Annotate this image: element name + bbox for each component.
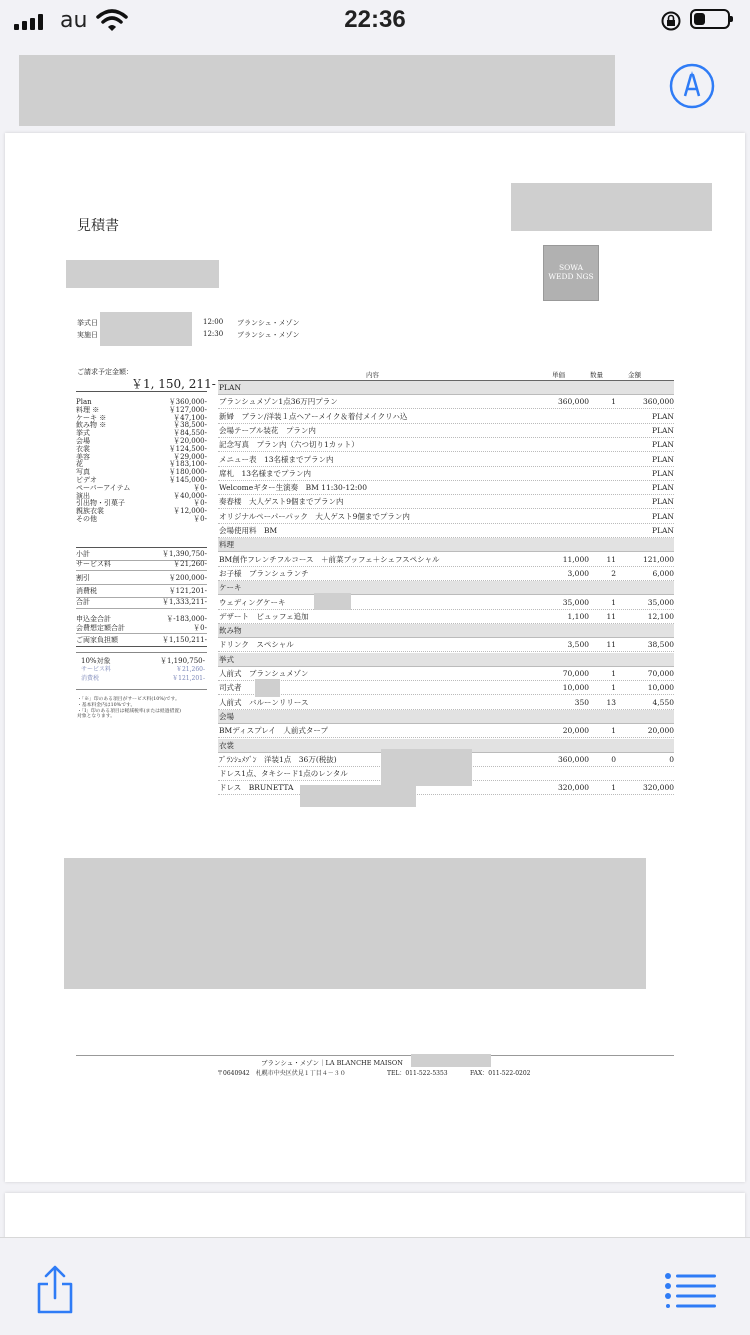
- row-label: 会場: [76, 437, 90, 445]
- redacted-remarks: [64, 858, 646, 989]
- item-desc: ﾌﾞﾗﾝｼｭﾒｿﾞﾝ 洋装1点 36万(税抜): [219, 754, 337, 764]
- summary-row: [76, 560, 207, 568]
- detail-row: [218, 510, 674, 524]
- item-desc: Welcomeギター生演奏 BM 11:30-12:00: [219, 483, 367, 493]
- row-label: 花: [76, 460, 83, 469]
- item-amount: PLAN: [651, 440, 674, 450]
- item-amount: 12,100: [647, 611, 674, 621]
- item-amount: PLAN: [651, 483, 674, 493]
- detail-row: [218, 424, 674, 438]
- item-desc: 挙式: [219, 654, 234, 664]
- row-value: ￥1,190,750-: [160, 657, 205, 665]
- summary-row: [76, 453, 207, 461]
- battery-icon: [690, 9, 730, 29]
- item-amount: 35,000: [647, 597, 674, 607]
- row-value: ￥127,000-: [168, 405, 207, 414]
- row-value: ￥0-: [193, 515, 207, 523]
- detail-row: [218, 724, 674, 738]
- request-amount-total: ￥1, 150, 211-: [131, 377, 216, 391]
- item-amount: PLAN: [651, 425, 674, 435]
- row-value: ￥38,500-: [173, 421, 207, 430]
- summary-row: [76, 398, 207, 406]
- item-amount: 38,500: [647, 640, 674, 650]
- item-qty: 11: [606, 554, 616, 564]
- item-amount: 6,000: [652, 568, 674, 578]
- row-value: ￥121,201-: [168, 587, 207, 595]
- item-price: 3,000: [567, 568, 589, 578]
- detail-row: [218, 667, 674, 681]
- event-venue: ブランシュ・メゾン: [237, 331, 300, 339]
- section-header: [218, 581, 674, 595]
- item-desc: オリジナルペーパーパック 大人ゲスト9個までプラン内: [219, 511, 410, 521]
- item-desc: ケーキ: [219, 583, 242, 593]
- item-price: 20,000: [562, 726, 589, 736]
- document-title-redacted[interactable]: [19, 55, 615, 126]
- item-desc: 奏春楼 大人ゲスト9個までプラン内: [219, 497, 344, 507]
- summary-row: [76, 515, 207, 523]
- row-value: ￥0-: [193, 483, 207, 492]
- rotation-lock-icon: [660, 10, 682, 32]
- item-amount: PLAN: [651, 468, 674, 478]
- summary-row: [76, 507, 207, 515]
- item-desc: 新婦 ブラン/洋装１点ヘアーメイク＆着付メイクリハ込: [219, 411, 408, 421]
- row-value: ￥1,390,750-: [162, 550, 207, 558]
- item-qty: 13: [606, 697, 616, 707]
- item-desc: お子様 ブランシュランチ: [219, 568, 309, 578]
- item-desc: ブランシュメゾン1点36万円プラン: [219, 397, 338, 407]
- ceremony-venue: ブランシュ・メゾン: [237, 319, 300, 327]
- clock: 22:36: [344, 6, 406, 33]
- battery-level-fill: [694, 13, 705, 25]
- item-desc: 人前式 バルーンリリース: [219, 697, 309, 707]
- row-value: ￥0-: [193, 499, 207, 508]
- row-label: ご両家負担額: [76, 636, 118, 644]
- detail-row: [218, 495, 674, 509]
- summary-row: [76, 437, 207, 445]
- row-label: その他: [76, 515, 97, 523]
- item-amount: 121,000: [642, 554, 674, 564]
- row-value: ￥0-: [193, 624, 207, 632]
- venue-logo: SOWA WEDD NGS: [543, 245, 599, 301]
- item-qty: 1: [611, 397, 616, 407]
- item-qty: 1: [611, 783, 616, 793]
- row-value: ￥12,000-: [173, 507, 207, 516]
- item-desc: 衣裳: [219, 740, 234, 750]
- item-desc: PLAN: [219, 383, 242, 392]
- row-label: Plan: [76, 398, 92, 406]
- row-value: ￥21,260-: [173, 560, 207, 568]
- summary-row: [76, 624, 207, 632]
- footer-fax: FAX：011-522-0202: [470, 1070, 531, 1077]
- item-desc: 席札 13名様までプラン内: [219, 468, 312, 478]
- item-qty: 11: [606, 640, 616, 650]
- row-value: ￥84,550-: [173, 429, 207, 438]
- redacted-block: [100, 312, 192, 346]
- summary-row: [76, 574, 207, 582]
- item-desc: 司式者: [219, 683, 242, 693]
- row-value: ￥-183,000-: [166, 615, 207, 623]
- item-amount: 360,000: [642, 397, 674, 407]
- item-qty: 11: [606, 611, 616, 621]
- row-label: 演出: [76, 491, 90, 500]
- item-qty: 2: [611, 568, 616, 578]
- item-amount: PLAN: [651, 454, 674, 464]
- detail-row: [218, 681, 674, 695]
- request-amount-label: ご請求予定金額：: [77, 368, 133, 376]
- row-label: ケーキ ※: [76, 413, 107, 422]
- row-value: ￥360,000-: [168, 398, 207, 406]
- row-value: ￥180,000-: [168, 468, 207, 477]
- row-label: 小計: [76, 550, 90, 558]
- row-label: ペーパーアイテム: [76, 483, 131, 492]
- header-desc: 内容: [366, 371, 379, 379]
- section-header: [218, 538, 674, 552]
- item-desc: ドレス1点、タキシード1点のレンタル: [219, 769, 348, 779]
- summary-row: [76, 615, 207, 623]
- item-desc: メニュー表 13名様までプラン内: [219, 454, 334, 464]
- redacted-block: [314, 593, 351, 610]
- item-qty: 1: [611, 683, 616, 693]
- footer-tel: TEL：011-522-5353: [387, 1070, 448, 1077]
- item-amount: 10,000: [647, 683, 674, 693]
- item-amount: 320,000: [642, 783, 674, 793]
- detail-table-header: [218, 369, 674, 381]
- row-value: ￥20,000-: [173, 437, 207, 445]
- item-amount: 70,000: [647, 669, 674, 678]
- item-desc: デザート ビュッフェ追加: [219, 611, 309, 621]
- row-label: ビデオ: [76, 476, 97, 484]
- summary-row: [76, 484, 207, 492]
- item-price: 1,100: [567, 611, 589, 621]
- row-label: 割引: [76, 574, 90, 582]
- row-value: ￥121,201-: [172, 675, 205, 682]
- row-label: サービス料: [81, 666, 112, 673]
- event-date-label: 実施日: [77, 331, 98, 339]
- divider: [76, 391, 207, 392]
- row-label: 美容: [76, 452, 90, 461]
- divider: [76, 633, 207, 634]
- row-label: 料理 ※: [76, 405, 100, 414]
- header-qty: 数量: [590, 371, 603, 379]
- detail-row: [218, 553, 674, 567]
- row-label: 会費想定額合計: [76, 624, 125, 632]
- row-label: サービス料: [76, 560, 111, 568]
- detail-row: [218, 467, 674, 481]
- item-price: 360,000: [557, 754, 589, 764]
- detail-row: [218, 610, 674, 624]
- row-value: ￥200,000-: [168, 574, 207, 582]
- summary-row: [81, 657, 205, 665]
- header-price: 単価: [552, 371, 565, 379]
- item-desc: 飲み物: [219, 626, 242, 636]
- item-desc: BM創作フレンチフルコース ＋前菜ブッフェ＋シェフスペシャル: [219, 554, 440, 564]
- summary-row: [76, 468, 207, 476]
- item-amount: 0: [669, 754, 674, 764]
- footer-address: 〒0640942 札幌市中央区伏見１丁目４－３０: [217, 1070, 346, 1077]
- row-label: 挙式: [76, 429, 90, 438]
- item-price: 10,000: [562, 683, 589, 693]
- item-price: 70,000: [562, 669, 589, 678]
- footer-divider: [76, 1055, 674, 1056]
- row-label: 合計: [76, 598, 90, 606]
- redacted-block: [66, 260, 219, 288]
- bottom-toolbar: [0, 1237, 750, 1335]
- summary-row: [76, 598, 207, 606]
- row-label: 消費税: [76, 587, 97, 595]
- item-qty: 0: [611, 754, 616, 764]
- summary-row: [76, 550, 207, 558]
- row-label: 写真: [76, 468, 90, 477]
- row-value: ￥183,100-: [168, 460, 207, 469]
- detail-row: [218, 410, 674, 424]
- section-header: [218, 710, 674, 724]
- item-desc: BMディスプレイ 人前式タープ: [219, 726, 329, 736]
- section-header: [218, 624, 674, 638]
- event-time: 12:30: [203, 330, 224, 338]
- detail-row: [218, 567, 674, 581]
- row-value: ￥124,500-: [168, 444, 207, 453]
- detail-row: [218, 453, 674, 467]
- detail-row: [218, 481, 674, 495]
- item-amount: PLAN: [651, 526, 674, 535]
- summary-row: [81, 675, 205, 683]
- status-bar: [0, 0, 750, 44]
- row-label: 衣裳: [76, 444, 90, 453]
- redacted-block: [411, 1054, 491, 1067]
- row-value: ￥47,100-: [173, 413, 207, 422]
- row-value: ￥40,000-: [173, 491, 207, 500]
- item-desc: 会場使用料 BM: [219, 526, 278, 535]
- item-desc: 会場: [219, 711, 234, 721]
- row-value: ￥1,150,211-: [162, 636, 207, 644]
- row-value: ￥1,333,211-: [162, 598, 207, 606]
- item-price: 11,000: [562, 554, 589, 564]
- redacted-block: [255, 679, 280, 697]
- item-amount: PLAN: [651, 511, 674, 521]
- item-desc: ドリンク スペシャル: [219, 640, 294, 650]
- detail-row: [218, 395, 674, 409]
- item-desc: ドレス BRUNETTA: [219, 783, 294, 793]
- row-label: 親族衣裳: [76, 507, 104, 516]
- summary-row: [76, 476, 207, 484]
- row-label: 消費税: [81, 675, 100, 682]
- carrier-name: au: [60, 8, 88, 33]
- notes: ・「※」印のある項目がサービス料(10%)です。 ・基本料金内は10%です。 ・「Ⅰ」印のある項目は軽減税率(または経過措置) 対象となります。: [77, 697, 181, 720]
- row-label: 10%対象: [81, 657, 111, 665]
- ceremony-date-label: 挙式日: [77, 319, 98, 327]
- divider: [76, 570, 207, 571]
- item-desc: 料理: [219, 540, 234, 550]
- footer-company: ブランシュ・メゾン｜LA BLANCHE MAISON: [261, 1059, 403, 1067]
- redacted-block: [300, 785, 416, 807]
- summary-row: [76, 445, 207, 453]
- share-icon[interactable]: [30, 1264, 80, 1316]
- summary-row: [76, 429, 207, 437]
- item-amount: 4,550: [652, 697, 674, 707]
- item-qty: 1: [611, 597, 616, 607]
- detail-row: [218, 524, 674, 538]
- summary-row: [76, 460, 207, 468]
- item-price: 35,000: [562, 597, 589, 607]
- divider: [76, 608, 207, 609]
- row-value: ￥21,260-: [175, 666, 205, 673]
- item-price: 320,000: [557, 783, 589, 793]
- item-amount: 20,000: [647, 726, 674, 736]
- row-label: 飲み物 ※: [76, 421, 107, 430]
- summary-row: [76, 587, 207, 595]
- item-desc: 人前式 ブランシュメゾン: [219, 669, 309, 678]
- detail-row: [218, 638, 674, 652]
- header-amount: 金額: [628, 371, 641, 379]
- document-title: 見積書: [77, 218, 119, 234]
- item-amount: PLAN: [651, 497, 674, 507]
- item-price: 360,000: [557, 397, 589, 407]
- item-desc: 会場テーブル装花 プラン内: [219, 425, 316, 435]
- ceremony-time: 12:00: [203, 318, 224, 326]
- summary-row: [76, 636, 207, 644]
- item-qty: 1: [611, 669, 616, 678]
- item-price: 350: [574, 697, 589, 707]
- redacted-block: [381, 749, 472, 786]
- section-header: [218, 653, 674, 667]
- item-amount: PLAN: [651, 411, 674, 421]
- row-value: ￥29,000-: [173, 452, 207, 461]
- row-label: 申込金合計: [76, 615, 111, 623]
- detail-row: [218, 438, 674, 452]
- summary-row: [76, 421, 207, 429]
- item-qty: 1: [611, 726, 616, 736]
- detail-row: [218, 596, 674, 610]
- markup-pen-icon[interactable]: [668, 62, 716, 110]
- detail-row: [218, 696, 674, 710]
- summary-row: [81, 666, 205, 674]
- row-value: ￥145,000-: [168, 476, 207, 484]
- divider: [76, 584, 207, 585]
- item-desc: ウェディングケーキ: [219, 597, 286, 607]
- document-page[interactable]: [5, 133, 745, 1182]
- item-price: 3,500: [567, 640, 589, 650]
- section-header: [218, 381, 674, 395]
- divider: [76, 547, 207, 548]
- divider: [76, 646, 207, 647]
- summary-row: [76, 406, 207, 414]
- list-icon[interactable]: [664, 1272, 720, 1308]
- row-label: 引出物・引菓子: [76, 499, 125, 508]
- item-desc: 記念写真 プラン内（六つ切り1カット）: [219, 440, 359, 450]
- redacted-block: [511, 183, 712, 231]
